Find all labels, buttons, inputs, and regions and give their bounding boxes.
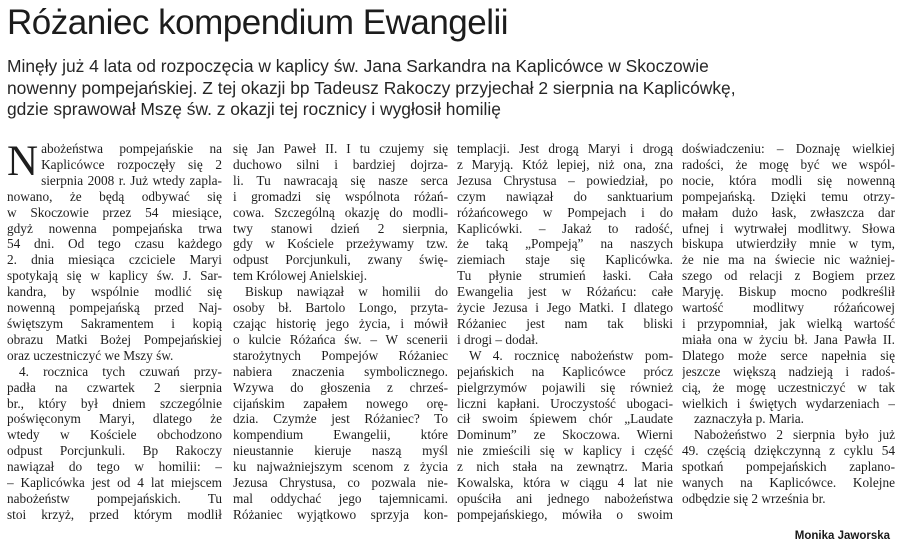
text-line: cowa. Szczególną okazję do modli- (233, 204, 448, 220)
text-line: odpust Porcjunkuli, zwany świę- (233, 252, 448, 268)
article-lead (7, 56, 895, 121)
text-line: Różaniec jest nam tak bliski (457, 315, 673, 331)
text-line: Dominum” ze Skoczowa. Wierni (457, 427, 673, 443)
text-line: odpust Porcjunkuli. Bp Rakoczy (7, 443, 222, 459)
text-line: templacji. Jest drogą Maryi i drogą (457, 141, 673, 156)
text-line: spotykają się w kaplicy św. J. Sar- (7, 268, 222, 284)
text-line: Kaplicówce rozpoczęły się 2 (41, 156, 222, 172)
text-line: Maryję. Biskup mocno podkreślił (682, 284, 895, 300)
text-line: jeszcze większą nadzieją i radoś- (682, 363, 895, 379)
text-line: Wzywa do głoszenia z chrześ- (233, 379, 448, 395)
text-line: pielgrzymów pojawili się również (457, 379, 673, 395)
text-line: W 4. rocznicę nabożeństw pom- (469, 347, 673, 363)
text-line: li. Tu nawracają się nasze serca (233, 172, 448, 188)
text-line: biskupa utwierdziły mnie w tym, (682, 236, 895, 252)
lead-line: Minęły już 4 lata od rozpoczęcia w kaplicy św. Jana Sarkandra na Kaplicówce w Skoczowie (7, 56, 709, 76)
text-line: małam dużo łask, zwłaszcza dar (682, 204, 895, 220)
text-line: 54 dni. Od tego czasu każdego (7, 236, 222, 252)
text-column-1 (7, 138, 222, 523)
text-line: i gromadzi się wspólnota różań- (233, 188, 448, 204)
text-line: nawiązał do tego w homilii: – (7, 459, 222, 475)
text-line: i przypomniał, jak wielką wartość (682, 315, 895, 331)
text-line: stoi krzyż, przed którym modlił (7, 506, 222, 522)
text-line: cił swoim śpiewem chór „Laudate (457, 411, 673, 427)
text-line: nowenną pompejańską przed Naj- (7, 300, 222, 316)
text-line: Tu płynie strumień łaski. Cała (457, 268, 673, 284)
text-line: Dlatego może serce napełnia się (682, 347, 895, 363)
text-line: nabożeństw pompejańskich. Tu (7, 490, 222, 506)
text-line: życie Jezusa i Jego Matki. I dlatego (457, 300, 673, 316)
author-byline: Monika Jaworska (794, 530, 890, 542)
text-line: gdyż nowenna pompejańska trwa (7, 220, 222, 236)
text-line: dzia. Czymże jest Różaniec? To (233, 411, 448, 427)
text-line: spotkań pompejańskich zaplano- (682, 459, 895, 475)
article-title: Różaniec kompendium Ewangelii (7, 3, 509, 42)
text-line: br., który był dniem szczególnie (7, 395, 222, 411)
text-line: nie zmieścili się w kaplicy i część (457, 443, 673, 459)
lead-line: gdzie sprawował Mszę św. z okazji tej rocznicy i wygłosił homilię (7, 99, 501, 119)
text-line: Kaplicówki. – Jakaż to radość, (457, 220, 673, 236)
lead-line: nowenny pompejańskiej. Z tej okazji bp Tadeusz Rakoczy przyjechał 2 sierpnia na Kaplicówkę, (7, 77, 736, 98)
text-line: w Skoczowie przez 54 miesiące, (7, 204, 222, 220)
text-line: ziemiach staje się Kaplicówka. (457, 252, 673, 268)
drop-cap: N (7, 138, 39, 185)
text-column-3 (457, 141, 673, 523)
text-line: że nie ma na świecie nic ważniej- (682, 252, 895, 268)
text-line: duchowo silni i bardziej dojrza- (233, 156, 448, 172)
text-line: nieustannie kieruje naszą myśl (233, 443, 448, 459)
text-line: wtedy w Kościele obchodzono (7, 427, 222, 443)
text-line: nowano, że będą odbywać się (7, 188, 222, 204)
text-line: nabiera znaczenia symbolicznego. (233, 363, 448, 379)
text-line: cią, że mogę uczestniczyć w tak (682, 379, 895, 395)
text-line: oraz uczestniczyć we Mszy św. (7, 347, 174, 363)
text-line: Jezusa Chrystusa, co pozwala nie- (233, 475, 448, 491)
text-line: o kulcie Różańca św. – W scenerii (233, 331, 448, 347)
text-line: padła na czwartek 2 sierpnia (7, 379, 222, 395)
text-line: starożytnych Pompejów Różaniec (233, 347, 448, 363)
text-line: sierpnia 2008 r. Już wtedy zapla- (41, 172, 222, 188)
text-column-4 (682, 141, 895, 507)
text-line: z nich stała na zewnątrz. Maria (457, 459, 673, 475)
text-column-2 (233, 141, 448, 523)
text-line: i drogi – dodał. (457, 331, 539, 347)
text-line: wanych na Kaplicówce. Kolejne (682, 475, 895, 491)
text-line: liczni kapłani. Uroczystość ubogaci- (457, 395, 673, 411)
text-line: zaznaczyła p. Maria. (694, 411, 804, 427)
text-line: gdy w Kościele przeżywamy tzw. (233, 236, 448, 252)
text-line: Jezusa Chrystusa – powiedział, po (457, 172, 673, 188)
text-line: opuściła ani jednego nabożeństwa (457, 490, 673, 506)
text-line: z Maryją. Któż lepiej, niż ona, zna (457, 156, 673, 172)
text-line: szego od relacji z Bogiem przez (682, 268, 895, 284)
text-line: się Jan Paweł II. I tu czujemy się (233, 141, 448, 156)
text-line: odbędzie się 2 września br. (682, 490, 826, 506)
text-line: kandra, by wspólnie modlić się (7, 284, 222, 300)
text-line: świętszym Sakramentem i kopią (7, 315, 222, 331)
text-line: ku najważniejszym scenom z życia (233, 459, 448, 475)
text-line: Ewangelia jest w Różańcu: całe (457, 284, 673, 300)
text-line: Nabożeństwo 2 sierpnia było już (694, 427, 895, 443)
text-line: Biskup nawiązał w homilii do (245, 284, 448, 300)
text-line: 4. rocznica tych czuwań przy- (19, 363, 222, 379)
text-line: pejańskich na Kaplicówce prócz (457, 363, 673, 379)
text-line: 2. dnia miesiąca czciciele Maryi (7, 252, 222, 268)
text-line: miała ona w życiu bł. Jana Pawła II. (682, 331, 895, 347)
text-line: tem Królowej Anielskiej. (233, 268, 368, 284)
text-line: doświadczeniu: – Doznaję wielkiej (682, 141, 895, 156)
text-line: pompejańską. Dzięki temu otrzy- (682, 188, 895, 204)
text-line: Różaniec wyjątkowo sprzyja kon- (233, 506, 448, 522)
text-line: ufnej i wytrwałej modlitwy. Słowa (682, 220, 895, 236)
text-line: że taką „Pompeją” na naszych (457, 236, 673, 252)
text-line: nocie, która modli się nowenną (682, 172, 895, 188)
text-line: radości, że mogę być we wspól- (682, 156, 895, 172)
text-line: abożeństwa pompejańskie na (41, 141, 222, 156)
text-line: czym nawiązał do sanktuarium (457, 188, 673, 204)
text-line: kompendium Ewangelii, które (233, 427, 448, 443)
text-line: poświęconym Maryi, dlatego że (7, 411, 222, 427)
text-line: wielkich i świętych wydarzeniach – (682, 395, 895, 411)
text-line: twy stanowi dzień 2 sierpnia, (233, 220, 448, 236)
text-line: cijańskim zapałem nowego orę- (233, 395, 448, 411)
text-line: różańcowego w Pompejach i do (457, 204, 673, 220)
text-line: wartość modlitwy różańcowej (682, 300, 895, 316)
text-line: pompejańskiego, mówiła o swoim (457, 506, 673, 522)
text-line: – Kaplicówka jest od 4 lat miejscem (7, 475, 222, 491)
text-line: osoby bł. Bartolo Longo, przyta- (233, 300, 448, 316)
text-line: Kowalska, która w ciągu 4 lat nie (457, 475, 673, 491)
text-line: obrazu Matki Bożej Pompejańskiej (7, 331, 222, 347)
text-line: 49. częścią dziękczynną z cyklu 54 (682, 443, 895, 459)
text-line: mal oddychać jego tajemnicami. (233, 490, 448, 506)
text-line: czając historię jego życia, i mówił (233, 315, 448, 331)
